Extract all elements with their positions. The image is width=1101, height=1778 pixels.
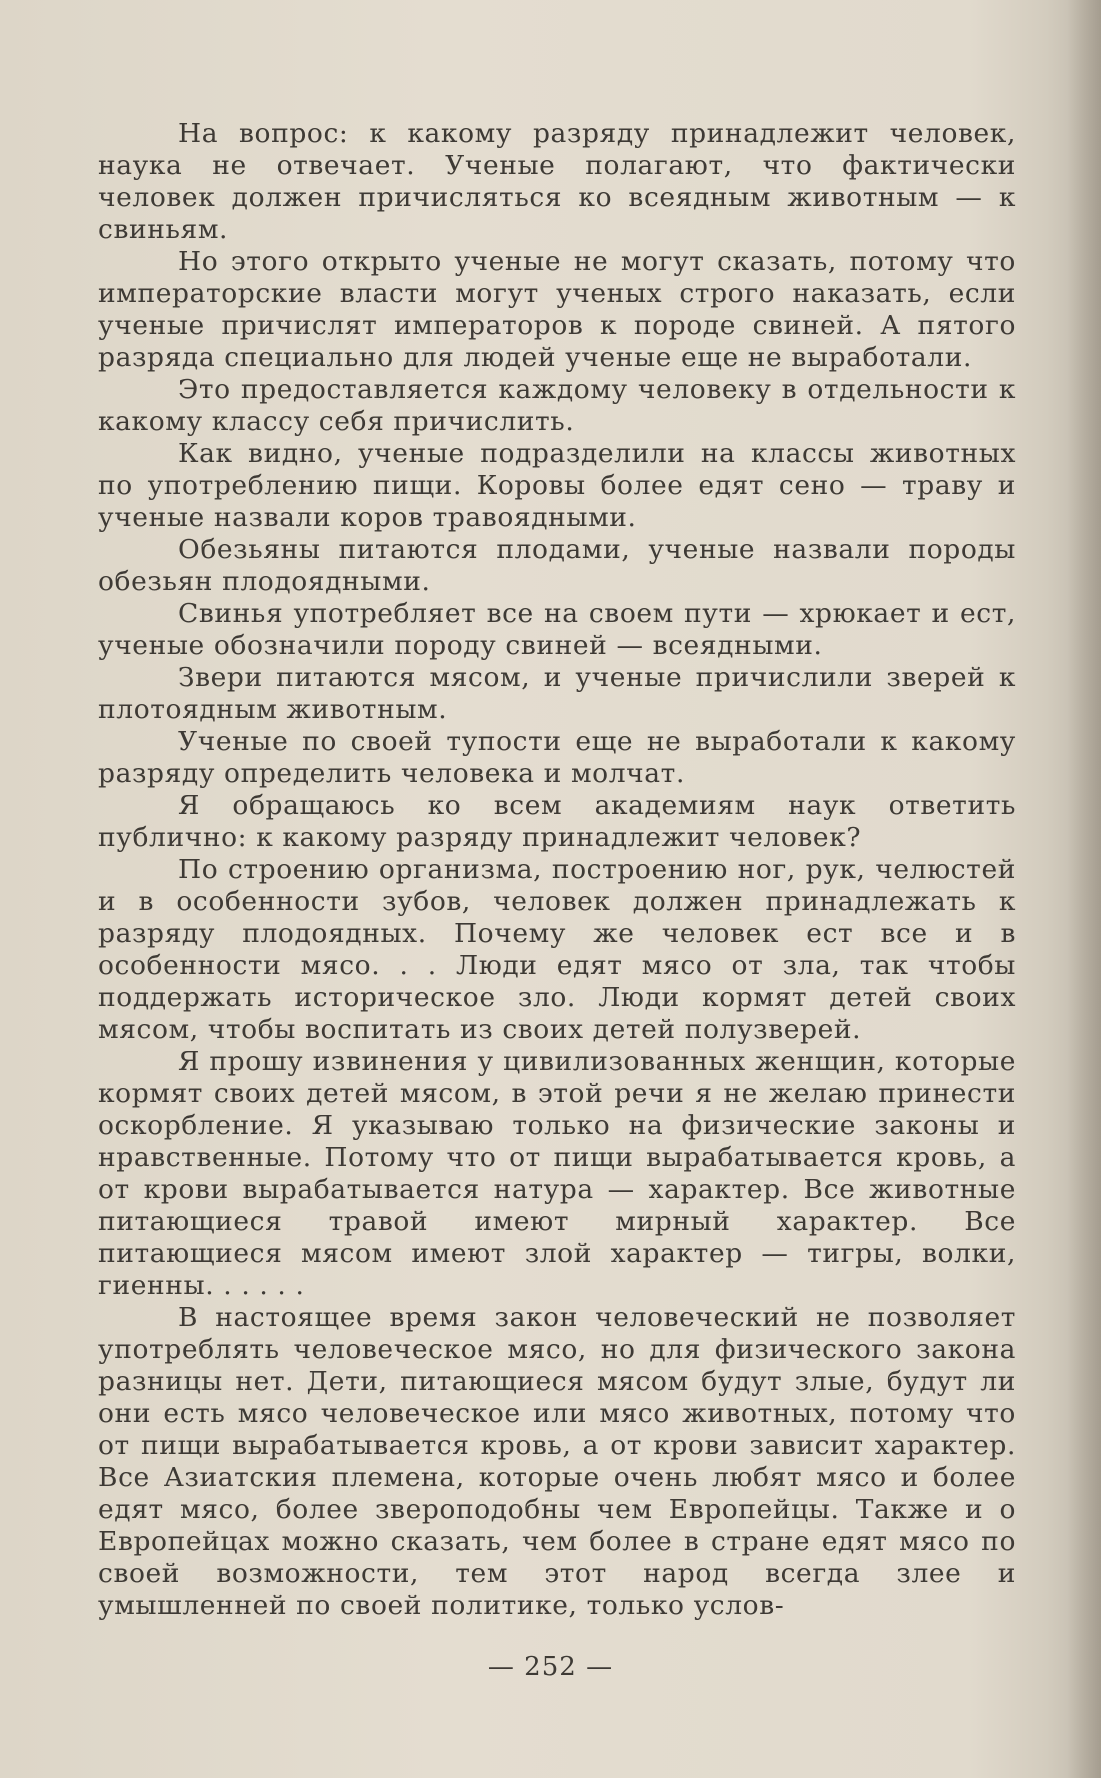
paragraph: В настоящее время закон человеческий не позволяет употреблять человеческое мясо, но для физического закона разницы нет. Дети, питающиеся мясом будут злые, будут ли они есть мясо человеческое или мясо животных, потому что от пищи вырабатывается кровь, а от крови зависит характер. Все Азиатския племена, которые очень любят мясо и более едят мясо, более звероподобны чем Европейцы. Также и о Европейцах можно сказать, чем более в стране едят мясо по своей возможности, тем этот народ всегда злее и умышленней по своей политике, только услов- (98, 1302, 1016, 1621)
paragraph: По строению организма, построению ног, рук, челюстей и в особенности зубов, человек должен принадлежать к разряду плодоядных. Почему же человек ест все и в особенности мясо. . . Люди едят мясо от зла, так чтобы поддержать историческое зло. Люди кормят детей своих мясом, чтобы воспитать из своих детей полузверей. (98, 854, 1016, 1045)
page-number: — 252 — (487, 1652, 614, 1682)
paragraph: Я прошу извинения у цивилизованных женщин, которые кормят своих детей мясом, в этой речи я не желаю принести оскорбление. Я указываю только на физические законы и нравственные. Потому что от пищи вырабатывается кровь, а от крови вырабатывается натура — характер. Все животные питающиеся травой имеют мирный характер. Все питающиеся мясом имеют злой характер — тигры, волки, гиенны. . . . . . (98, 1046, 1016, 1301)
paragraph: Свинья употребляет все на своем пути — хрюкает и ест, ученые обозначили породу свиней — всеядными. (98, 598, 1016, 661)
paragraph: Это предоставляется каждому человеку в отдельности к какому классу себя причислить. (98, 374, 1016, 437)
body-text (98, 118, 1016, 1622)
page-edge-shadow (1067, 0, 1101, 1778)
paragraph: Я обращаюсь ко всем академиям наук ответить публично: к какому разряду принадлежит человек? (98, 790, 1016, 853)
paragraph: Обезьяны питаются плодами, ученые назвали породы обезьян плодоядными. (98, 534, 1016, 597)
paragraph: Звери питаются мясом, и ученые причислили зверей к плотоядным животным. (98, 662, 1016, 725)
paragraph: Как видно, ученые подразделили на классы животных по употреблению пищи. Коровы более едят сено — траву и ученые назвали коров травоядными. (98, 438, 1016, 533)
paragraph: На вопрос: к какому разряду принадлежит человек, наука не отвечает. Ученые полагают, что фактически человек должен причисляться ко всеядным животным — к свиньям. (98, 118, 1016, 245)
paragraph: Ученые по своей тупости еще не выработали к какому разряду определить человека и молчат. (98, 726, 1016, 789)
paragraph: Но этого открыто ученые не могут сказать, потому что императорские власти могут ученых строго наказать, если ученые причислят императоров к породе свиней. А пятого разряда специально для людей ученые еще не выработали. (98, 246, 1016, 373)
